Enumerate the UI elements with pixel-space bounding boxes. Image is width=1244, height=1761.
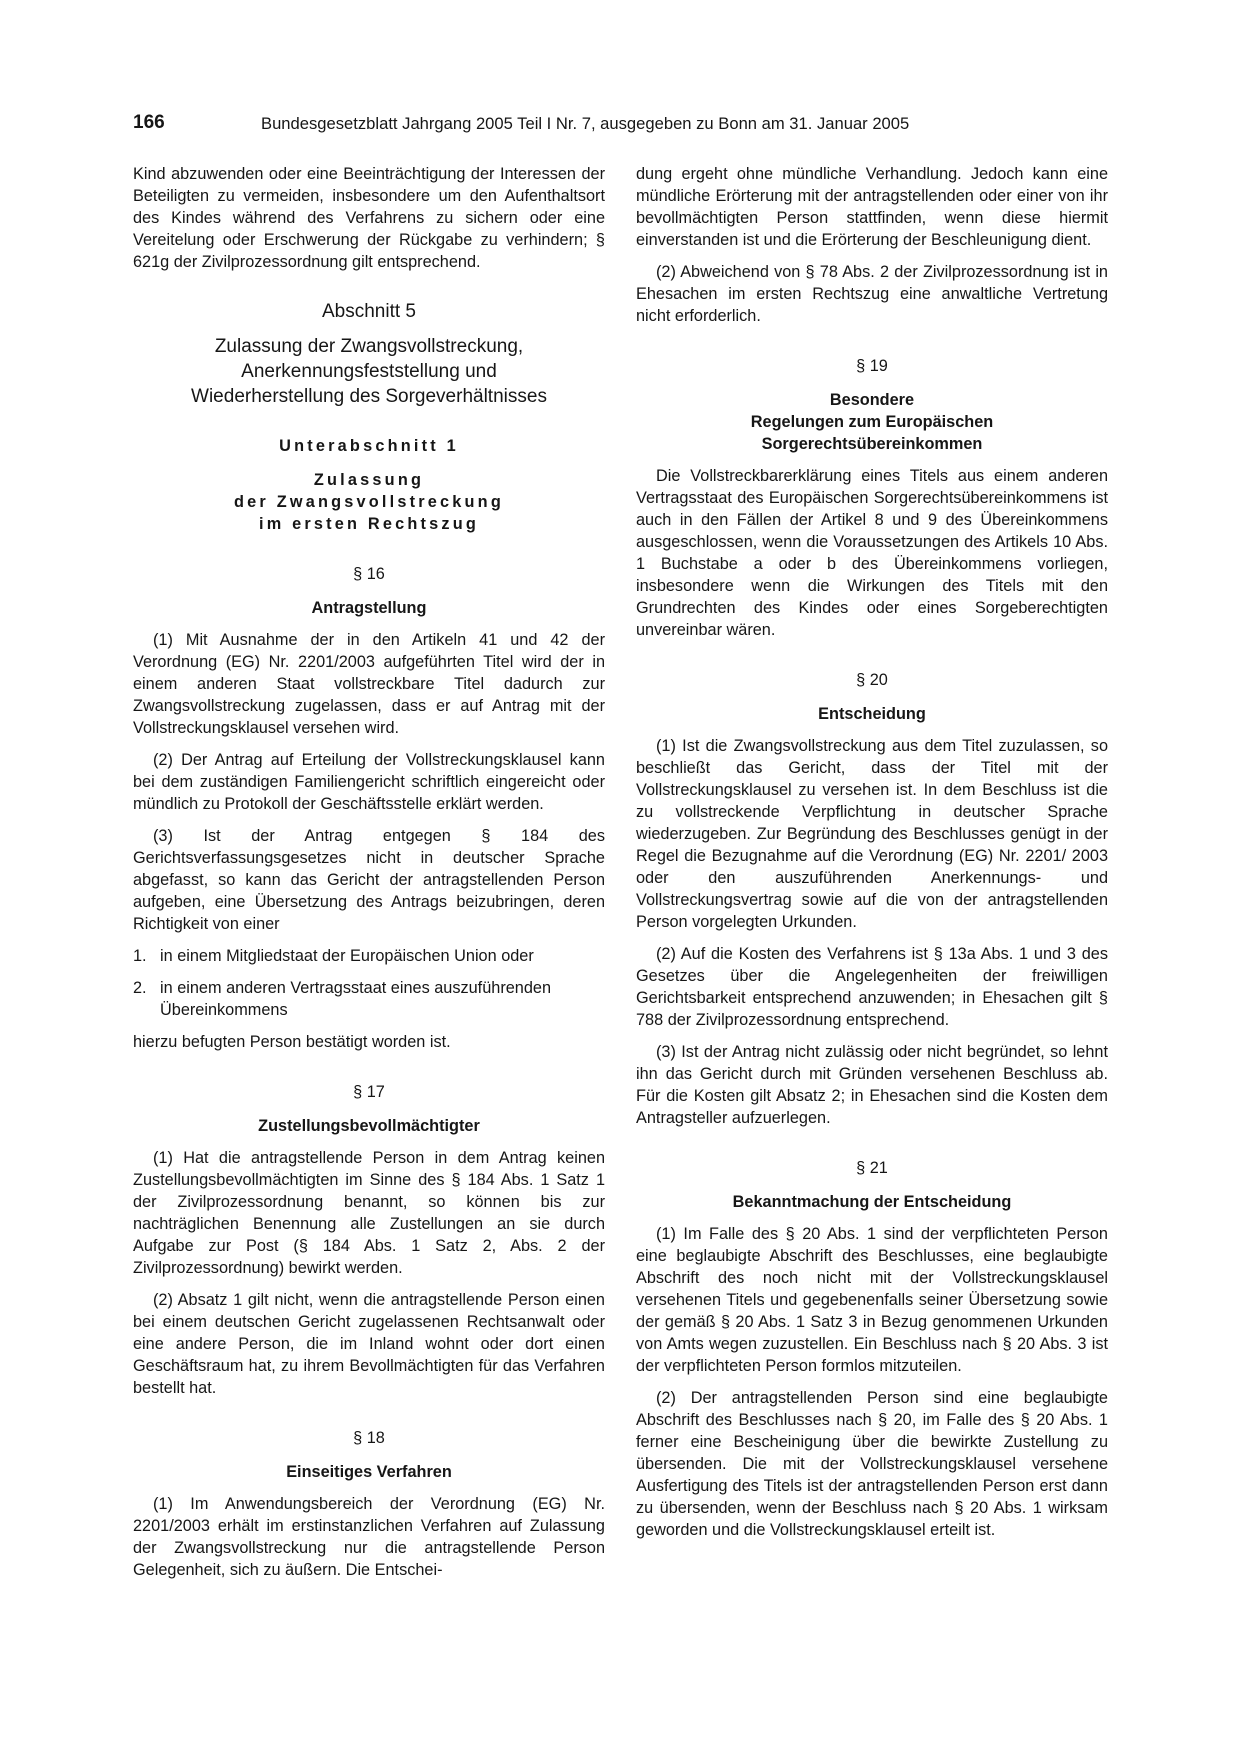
unterabschnitt-title-line: Zulassung [313,471,425,489]
section-16-paragraph-1: (1) Mit Ausnahme der in den Artikeln 41 und 42 der Verordnung (EG) Nr. 2201/2003 aufgeführten Titel wird der in einem anderen Staat vollstreckbare Titel dadurch zur Zwangsvollstreckung zugelassen, dass er auf Antrag mit der Vollstreckungsklausel versehen wird. [133,631,605,737]
gazette-title: Bundesgesetzblatt Jahrgang 2005 Teil I Nr. 7, ausgegeben zu Bonn am 31. Januar 2005 [261,114,910,133]
list-item [133,977,605,1021]
abschnitt-heading: Abschnitt 5 [322,301,416,322]
right-column [636,163,1108,1551]
page-header [133,112,1113,138]
unterabschnitt-title-line: der Zwangsvollstreckung [234,493,504,511]
abschnitt-title-line: Anerkennungsfeststellung und [241,361,497,382]
section-18-paragraph-2: (2) Abweichend von § 78 Abs. 2 der Zivilprozessordnung ist in Ehesachen im ersten Rechtszug eine anwaltliche Vertretung nicht erforderlich. [636,263,1108,325]
section-18-number: § 18 [353,1429,385,1447]
section-16-paragraph-2: (2) Der Antrag auf Erteilung der Vollstreckungsklausel kann bei dem zuständigen Familiengericht schriftlich eingereicht oder mündlich zu Protokoll der Geschäftsstelle erklärt werden. [133,751,605,813]
unterabschnitt-title-line: im ersten Rechtszug [258,515,480,533]
unterabschnitt-heading: Unterabschnitt 1 [279,437,459,455]
section-17-number: § 17 [353,1083,385,1101]
continued-paragraph: dung ergeht ohne mündliche Verhandlung. Jedoch kann eine mündliche Erörterung mit der antragstellenden oder einer von ihr bevollmächtigten Person stattfinden, wenn diese hiermit einverstanden ist und die Erörterung der Beschleunigung dient. [636,165,1108,249]
section-16-title: Antragstellung [311,599,427,617]
section-20-paragraph-2: (2) Auf die Kosten des Verfahrens ist § 13a Abs. 1 und 3 des Gesetzes über die Angelegenheiten der freiwilligen Gerichtsbarkeit entsprechend anzuwenden; in Ehesachen gilt § 788 der Zivilprozessordnung entsprechend. [636,945,1108,1029]
section-16-paragraph-3-end: hierzu befugten Person bestätigt worden ist. [133,1033,451,1051]
list-text: in einem anderen Vertragsstaat eines auszuführenden Übereinkommens [160,979,552,1019]
section-19-paragraph-1: Die Vollstreckbarerklärung eines Titels aus einem anderen Vertragsstaat des Europäischen Sorgerechtsübereinkommens ist auch in den Fällen der Artikel 8 und 9 des Übereinkommens ausgeschlossen, wenn die Voraussetzungen des Artikels 10 Abs. 1 Buchstabe a oder b des Übereinkommens vorliegen, insbesondere wenn die Wirkungen des Titels mit den Grundrechten des Kindes oder eines Sorgeberechtigten unvereinbar wären. [636,467,1108,639]
section-21-paragraph-1: (1) Im Falle des § 20 Abs. 1 sind der verpflichteten Person eine beglaubigte Abschrift des Beschlusses, eine beglaubigte Abschrift des noch nicht mit der Vollstreckungsklausel versehenen Titels und gegebenenfalls seiner Übersetzung sowie der gemäß § 20 Abs. 1 Satz 3 in Bezug genommenen Urkunden von Amts wegen zuzustellen. Ein Beschluss nach § 20 Abs. 3 ist der verpflichteten Person formlos mitzuteilen. [636,1225,1108,1375]
abschnitt-title [133,334,605,409]
section-16-number: § 16 [353,565,385,583]
left-column [133,163,605,1591]
page-number: 166 [133,112,165,133]
section-20-number: § 20 [856,671,888,689]
section-20-paragraph-1: (1) Ist die Zwangsvollstreckung aus dem Titel zuzulassen, so beschließt das Gericht, dass der Titel mit der Vollstreckungsklausel zu versehen ist. In dem Beschluss ist die zu vollstreckende Verpflichtung in deutscher Sprache wiederzugeben. Zur Begründung des Beschlusses genügt in der Regel die Bezugnahme auf die Verordnung (EG) Nr. 2201/ 2003 oder den auszuführenden Anerkennungs- und Vollstreckungsvertrag sowie auf die von der antragstellenden Person vorgelegten Urkunden. [636,737,1108,931]
section-20-paragraph-3: (3) Ist der Antrag nicht zulässig oder nicht begründet, so lehnt ihn das Gericht durch mit Gründen versehenen Beschluss ab. Für die Kosten gilt Absatz 2; in Ehesachen sind die Kosten dem Antragsteller aufzuerlegen. [636,1043,1108,1127]
abschnitt-title-line: Wiederherstellung des Sorgeverhältnisses [191,386,547,407]
section-17-title: Zustellungsbevollmächtigter [258,1117,480,1135]
section-21-number: § 21 [856,1159,888,1177]
section-19-title [636,389,1108,455]
list-text: in einem Mitgliedstaat der Europäischen Union oder [160,947,534,965]
section-21-title: Bekanntmachung der Entscheidung [732,1193,1012,1211]
section-17-paragraph-2: (2) Absatz 1 gilt nicht, wenn die antragstellende Person einen bei einem deutschen Gericht zugelassenen Rechtsanwalt oder eine andere Person, die im Inland wohnt oder dort einen Geschäftsraum hat, zu ihrem Bevollmächtigten für das Verfahren bestellt hat. [133,1291,605,1397]
list-number: 2. [133,979,147,997]
section-16-paragraph-3: (3) Ist der Antrag entgegen § 184 des Gerichtsverfassungsgesetzes nicht in deutscher Sprache abgefasst, so kann das Gericht der antragstellenden Person aufgeben, eine Übersetzung des Antrags beizubringen, deren Richtigkeit von einer [133,827,605,933]
abschnitt-title-line: Zulassung der Zwangsvollstreckung, [214,336,524,357]
list-number: 1. [133,947,147,965]
section-18-paragraph-1: (1) Im Anwendungsbereich der Verordnung (EG) Nr. 2201/2003 erhält im erstinstanzlichen Verfahren auf Zulassung der Zwangsvollstreckung nur die antragstellende Person Gelegenheit, sich zu äußern. Die Entschei- [133,1495,605,1579]
unterabschnitt-title [133,469,605,535]
section-20-title: Entscheidung [818,705,926,723]
section-19-title-line: Besondere [829,391,915,409]
section-19-title-line: Sorgerechtsübereinkommen [761,435,983,453]
list-item [133,945,605,967]
section-17-paragraph-1: (1) Hat die antragstellende Person in dem Antrag keinen Zustellungsbevollmächtigten im Sinne des § 184 Abs. 1 Satz 1 der Zivilprozessordnung benannt, so können bis zur nachträglichen Benennung alle Zustellungen an sie durch Aufgabe zur Post (§ 184 Abs. 1 Satz 2, Abs. 2 der Zivilprozessordnung) bewirkt werden. [133,1149,605,1277]
section-19-number: § 19 [856,357,888,375]
section-19-title-line: Regelungen zum Europäischen [750,413,994,431]
continued-paragraph: Kind abzuwenden oder eine Beeinträchtigung der Interessen der Beteiligten zu vermeiden, insbesondere um den Aufenthaltsort des Kindes während des Verfahrens zu sichern oder eine Vereitelung oder Erschwerung der Rückgabe zu verhindern; § 621g der Zivilprozessordnung gilt entsprechend. [133,165,605,271]
section-21-paragraph-2: (2) Der antragstellenden Person sind eine beglaubigte Abschrift des Beschlusses nach § 20, im Falle des § 20 Abs. 1 ferner eine Bescheinigung über die bewirkte Zustellung zu übersenden. Die mit der Vollstreckungsklausel versehene Ausfertigung des Titels ist der antragstellenden Person erst dann zu übersenden, wenn der Beschluss nach § 20 Abs. 1 wirksam geworden und die Vollstreckungsklausel erteilt ist. [636,1389,1108,1539]
section-18-title: Einseitiges Verfahren [286,1463,452,1481]
